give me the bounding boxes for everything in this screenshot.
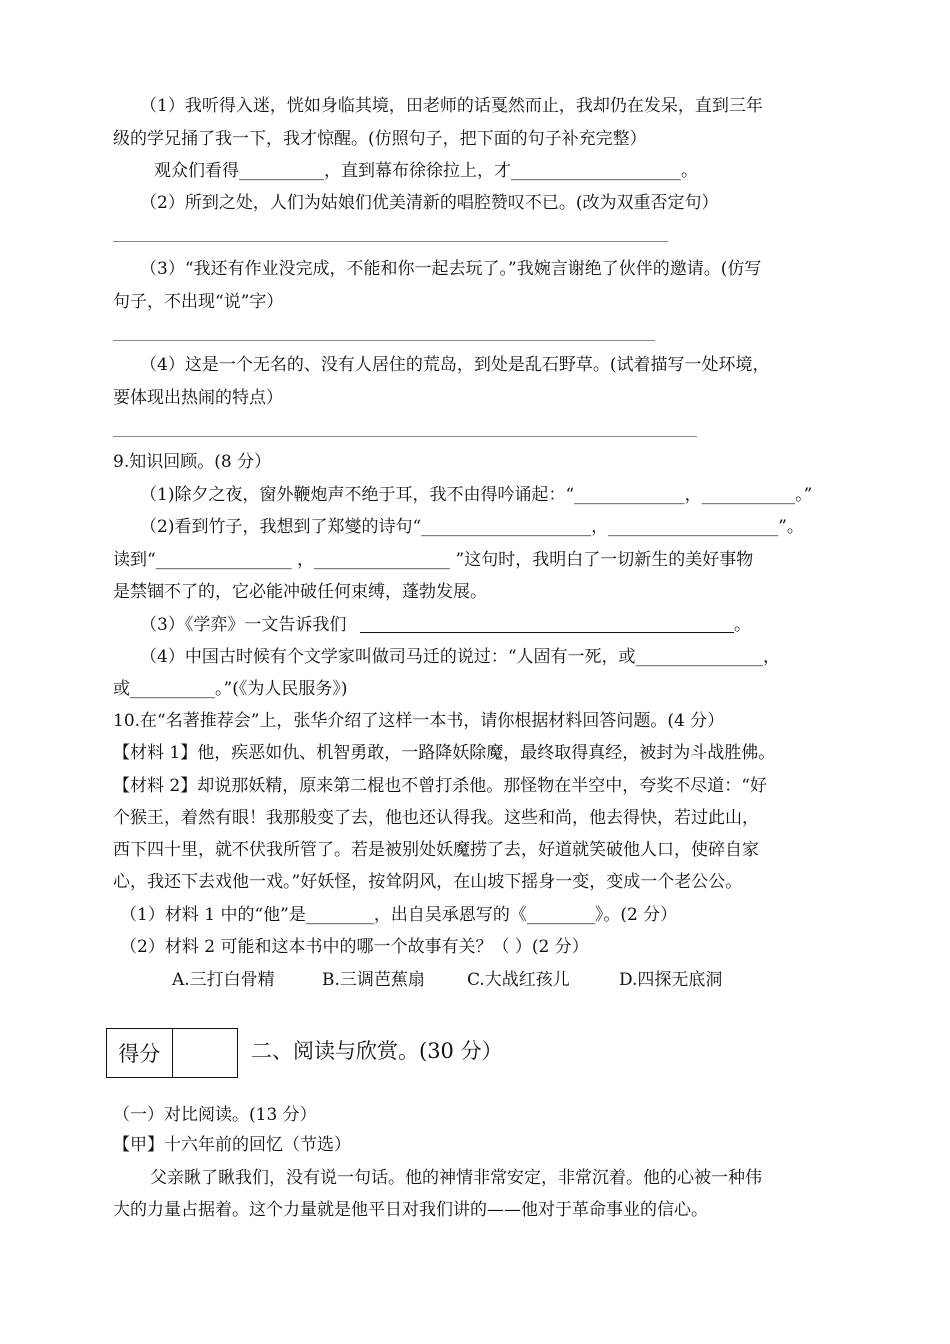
q9-item3-answer-line[interactable] [360,632,734,633]
q10-material2-line1: 【材料 2】却说那妖精，原来第二棍也不曾打杀他。那怪物在半空中，夸奖不尽道：“好 [113,776,767,796]
q8-item2-answer-line[interactable] [113,241,668,242]
q10-option-a[interactable]: A.三打白骨精 [172,970,275,990]
q10-material1: 【材料 1】他，疾恶如仇、机智勇敢，一路降妖除魔，最终取得真经，被封为斗战胜佛。 [113,743,776,763]
q9-title: 9.知识回顾。(8 分） [113,452,272,472]
q10-material2-line2: 个猴王，着然有眼！我那般变了去，他也还认得我。这些和尚，他去得快，若过此山， [113,808,759,828]
q9-item4-line2: 或__________。”(《为人民服务》) [113,679,348,699]
q8-item3-answer-line[interactable] [113,340,655,341]
score-label: 得分 [118,1042,161,1066]
q10-option-d[interactable]: D.四探无底洞 [619,970,723,990]
reading-jia-title: 【甲】十六年前的回忆（节选） [113,1135,351,1155]
q10-material2-line3: 西下四十里，就不伏我所管了。若是被别处妖魔捞了去，好道就笑破他人口，使碎自家 [113,840,759,860]
q8-item1-line2: 级的学兄捅了我一下，我才惊醒。(仿照句子，把下面的句子补充完整） [113,129,647,149]
section2-title: 二、阅读与欣赏。(30 分） [251,1039,503,1063]
q9-item3: （3）《学弈》一文告诉我们 [140,615,347,635]
q8-item4-line1: （4）这是一个无名的、没有人居住的荒岛，到处是乱石野草。(试着描写一处环境， [140,355,770,375]
q9-item2-line2: 读到“________________ ，________________ ”这句时，我明白了一切新生的美好事物 [113,550,754,570]
q9-item1: （1)除夕之夜，窗外鞭炮声不绝于耳，我不由得吟诵起：“_____________，___________。” [140,485,813,505]
q8-item2: （2）所到之处，人们为姑娘们优美清新的唱腔赞叹不已。(改为双重否定句） [140,193,719,213]
q10-option-b[interactable]: B.三调芭蕉扇 [322,970,425,990]
reading-paragraph-line1: 父亲瞅了瞅我们，没有说一句话。他的神情非常安定，非常沉着。他的心被一种伟 [150,1168,762,1188]
q9-item3-period: 。 [734,615,751,635]
q8-item4-line2: 要体现出热闹的特点） [113,388,283,408]
q10-sub1: （1）材料 1 中的“他”是________，出自吴承恩写的《________》。(2 分） [120,905,678,925]
q9-item2-line1: （2)看到竹子，我想到了郑燮的诗句“____________________，____________________”。 [140,517,804,537]
q8-item1-fill: 观众们看得__________，直到幕布徐徐拉上，才____________________。 [154,161,698,181]
q10-material2-line4: 心，我还下去戏他一戏。”好妖怪，按耸阴风，在山坡下摇身一变，变成一个老公公。 [113,872,743,892]
q10-option-c[interactable]: C.大战红孩儿 [467,970,570,990]
q8-item4-answer-line[interactable] [113,436,697,437]
q10-sub2: （2）材料 2 可能和这本书中的哪一个故事有关？（ ）(2 分） [120,937,589,957]
q10-title: 10.在“名著推荐会”上，张华介绍了这样一本书，请你根据材料回答问题。(4 分） [113,711,725,731]
score-entry-cell[interactable] [172,1029,238,1077]
q9-item4-line1: （4）中国古时候有个文学家叫做司马迁的说过：“人固有一死，或_______________， [140,647,781,667]
q8-item3-line2: 句子，不出现“说”字） [113,292,284,312]
q8-item1-line1: （1）我听得入迷，恍如身临其境，田老师的话戛然而止，我却仍在发呆，直到三年 [140,96,763,116]
q8-item3-line1: （3）“我还有作业没完成，不能和你一起去玩了。”我婉言谢绝了伙伴的邀请。(仿写 [140,259,762,279]
q9-item2-line3: 是禁锢不了的，它必能冲破任何束缚，蓬勃发展。 [113,582,487,602]
reading-part1-title: （一）对比阅读。(13 分） [113,1105,317,1125]
score-box [106,1028,238,1078]
reading-paragraph-line2: 大的力量占据着。这个力量就是他平日对我们讲的——他对于革命事业的信心。 [113,1200,708,1220]
